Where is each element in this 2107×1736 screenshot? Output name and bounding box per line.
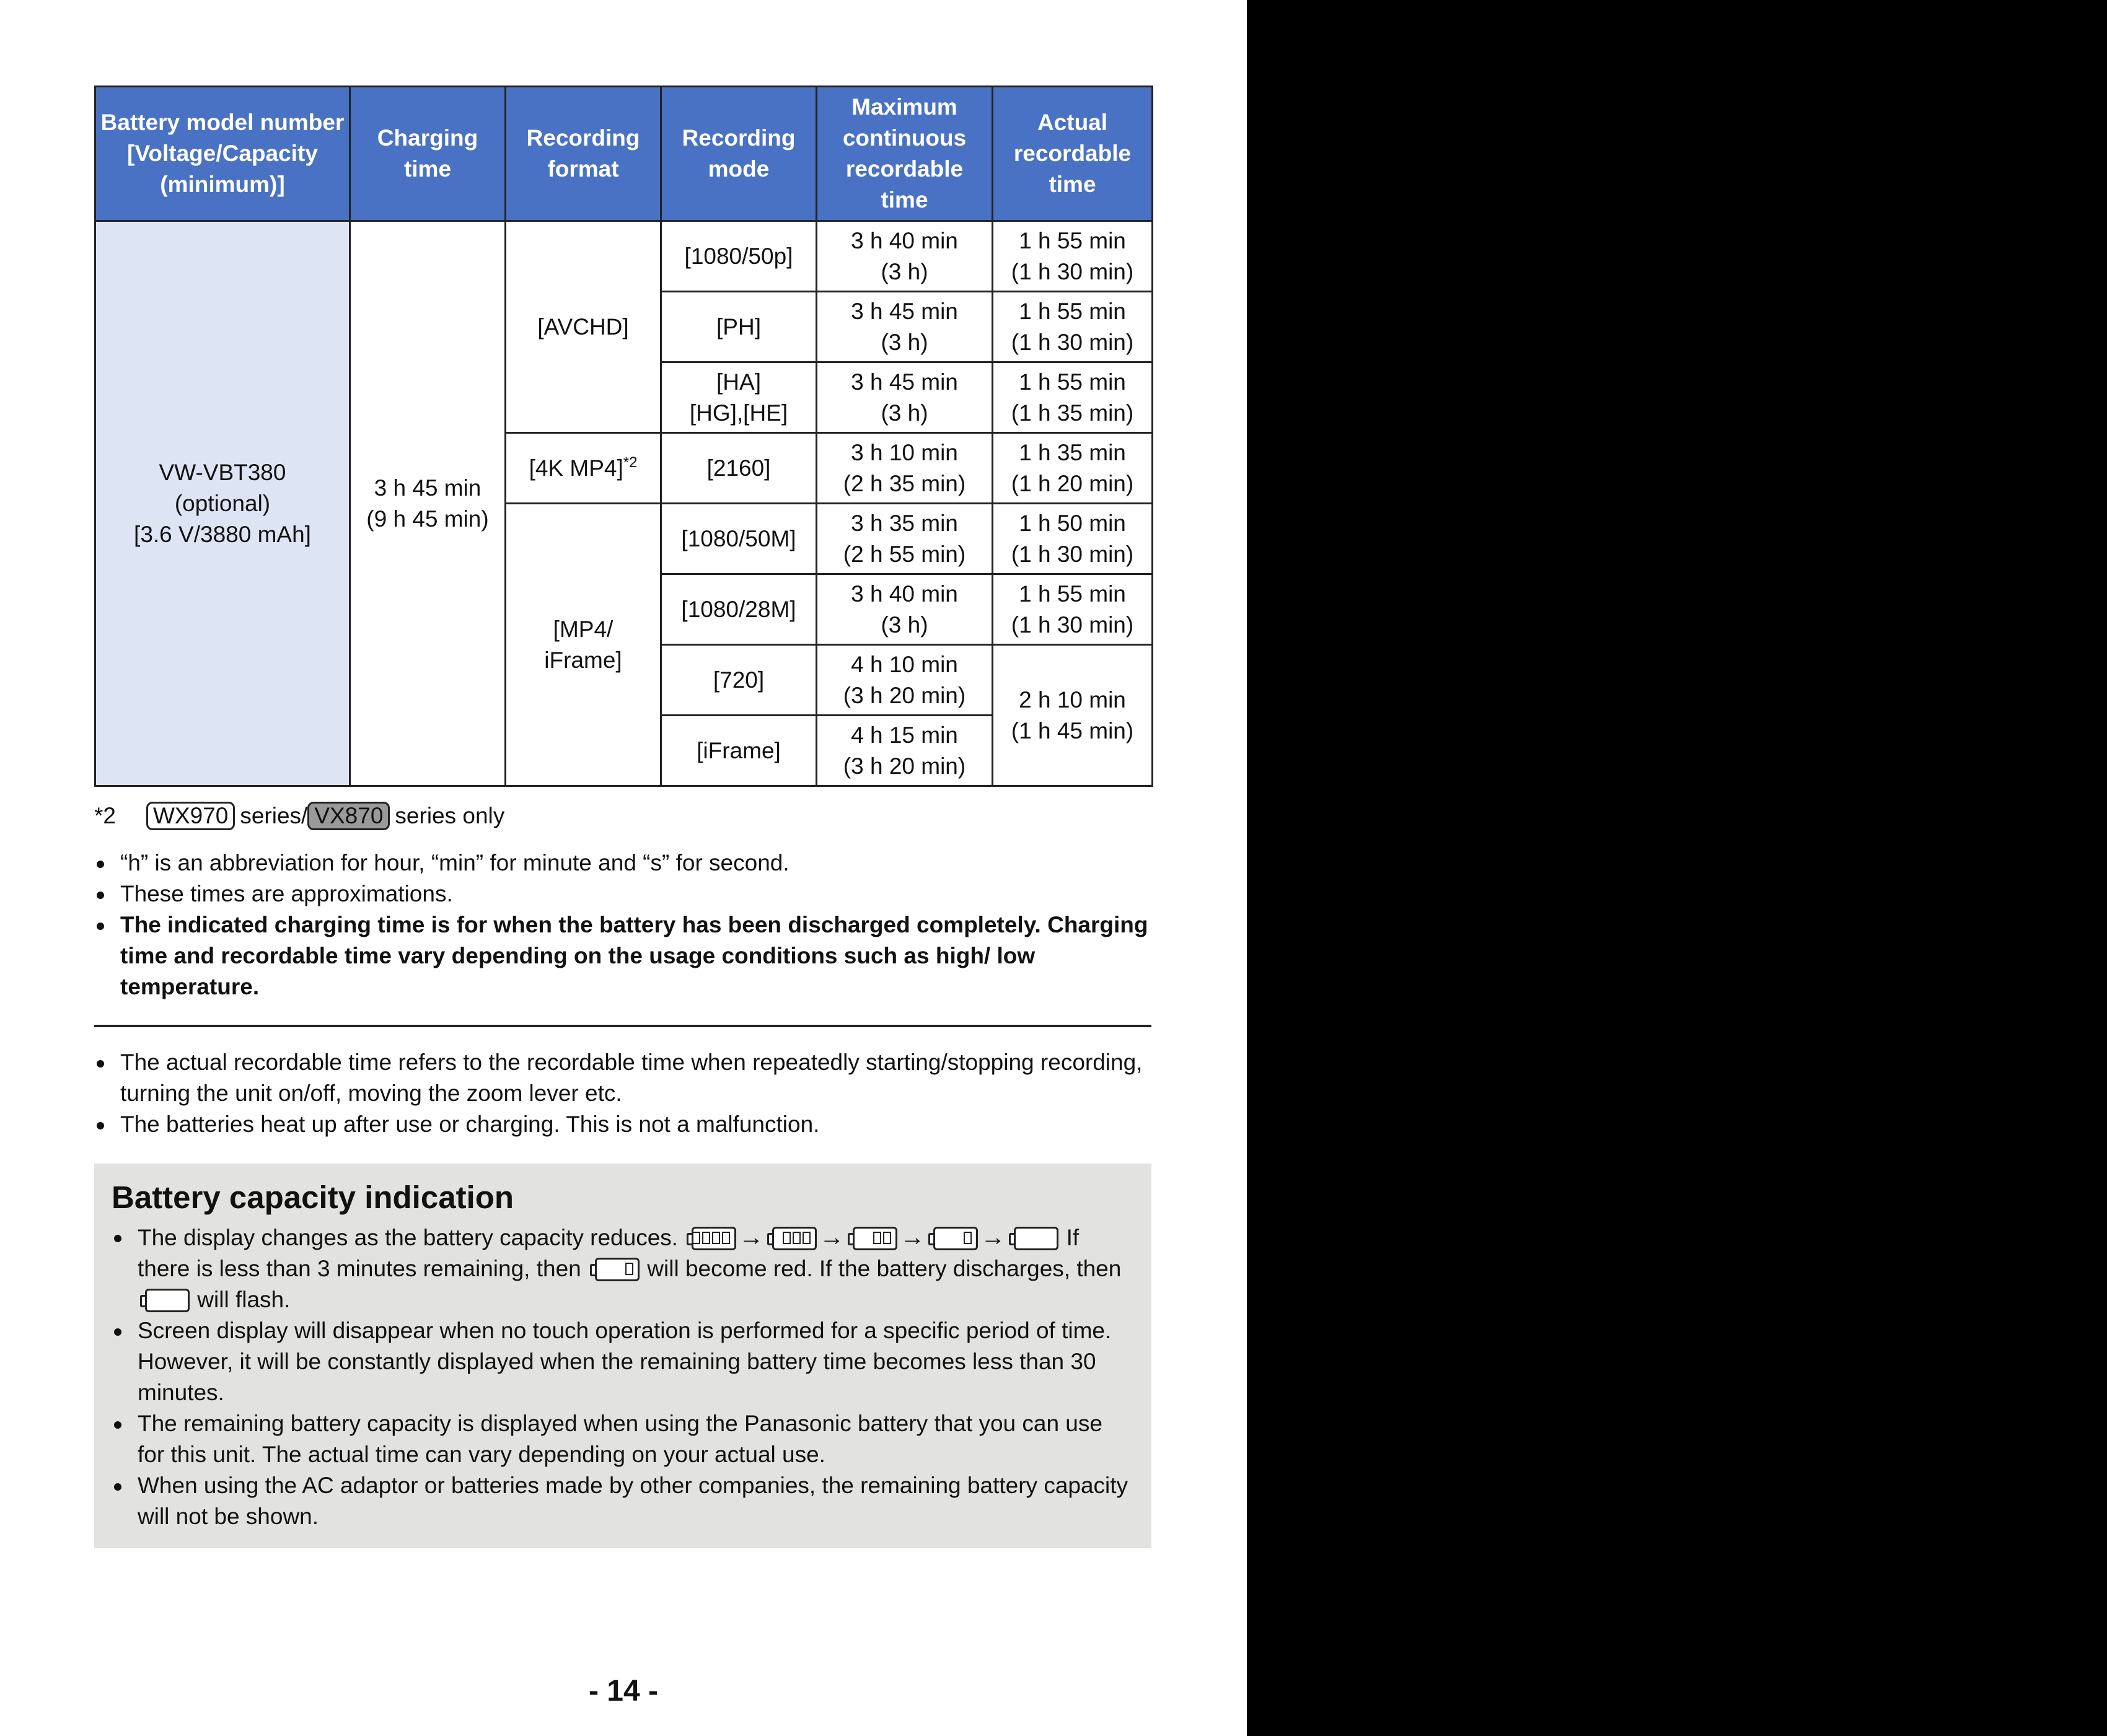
max-time-cell (817, 645, 993, 716)
battery-low-icon (928, 1227, 977, 1249)
table-header-row (95, 87, 1153, 221)
actual-time-cell (993, 504, 1153, 574)
battery-empty-icon (1009, 1227, 1057, 1249)
capacity-notes-list (112, 1222, 1135, 1532)
actual-time-cell (993, 362, 1153, 433)
bullet-icon (114, 1421, 121, 1429)
max-time-value: 3 h 45 min (851, 369, 958, 395)
arrow-right-icon: → (980, 1224, 1006, 1251)
max-time-cell (817, 504, 993, 574)
max-time-alt: (3 h) (881, 258, 928, 284)
bullet-icon (97, 923, 104, 930)
actual-time-value: 2 h 10 min (1019, 686, 1126, 712)
actual-time-cell (993, 574, 1153, 645)
arrow-right-icon: → (819, 1224, 845, 1251)
actual-time-alt: (1 h 30 min) (1011, 612, 1134, 638)
actual-time-cell (993, 221, 1153, 292)
arrow-right-icon: → (900, 1224, 925, 1251)
list-item (112, 1470, 1135, 1532)
header-recording-format: Recording format (506, 87, 661, 221)
model-tag-vx870: VX870 (307, 802, 390, 830)
bullet-icon (97, 1060, 104, 1067)
format-avchd-cell: [AVCHD] (506, 221, 661, 433)
manual-page (94, 85, 1151, 1548)
bullet-icon (114, 1235, 121, 1242)
mode-cell (661, 362, 817, 433)
list-item (94, 879, 1151, 910)
actual-time-value: 1 h 55 min (1019, 581, 1126, 607)
max-time-alt: (2 h 55 min) (843, 541, 966, 567)
footnote (94, 800, 1151, 831)
note-text: The batteries heat up after use or charging. This is not a malfunction. (120, 1111, 820, 1137)
battery-empty-icon (140, 1289, 188, 1311)
note-text: If there is less than 3 minutes remaining, then (138, 1225, 1080, 1281)
note-text-bold: The indicated charging time is for when the battery has been discharged completely. Charging time and recordable time vary depending on the usage conditions such as high/ low temperature. (120, 912, 1148, 999)
notes-list (94, 848, 1151, 1002)
battery-model-cell (95, 221, 350, 786)
battery-optional-label: (optional) (174, 490, 271, 516)
note-text: will flash. (197, 1287, 291, 1312)
bullet-icon (114, 1328, 121, 1336)
list-item (94, 1047, 1151, 1109)
max-time-cell (817, 221, 993, 292)
actual-time-value: 1 h 55 min (1019, 298, 1126, 324)
note-text: When using the AC adaptor or batteries made by other companies, the remaining battery capacity will not be shown. (138, 1473, 1128, 1529)
battery-half-icon (848, 1227, 896, 1249)
max-time-cell (817, 574, 993, 645)
mode-cell: [iFrame] (661, 716, 817, 786)
black-side-panel (1247, 0, 2107, 1736)
page-number: - 14 - (588, 1675, 659, 1708)
header-recording-mode: Recording mode (661, 87, 817, 221)
battery-three-quarter-icon (767, 1227, 816, 1249)
header-actual-recordable-time: Actual recordable time (993, 87, 1153, 221)
format-mp4-iframe-line1: [MP4/ (553, 616, 614, 642)
bullet-icon (114, 1483, 121, 1491)
actual-time-alt: (1 h 45 min) (1011, 717, 1134, 743)
charging-time-cell (350, 221, 506, 786)
mode-cell: [PH] (661, 292, 817, 362)
list-item (112, 1222, 1135, 1315)
model-tag-wx970: WX970 (146, 802, 235, 830)
charging-time-value: 3 h 45 min (374, 475, 482, 501)
list-item (94, 910, 1151, 1002)
max-time-value: 3 h 40 min (851, 581, 958, 607)
actual-time-alt: (1 h 35 min) (1011, 400, 1134, 426)
actual-time-value: 1 h 55 min (1019, 369, 1126, 395)
table-row (95, 221, 1153, 292)
actual-time-value: 1 h 55 min (1019, 227, 1126, 253)
footnote-series-only: series only (395, 803, 505, 828)
footnote-ref: *2 (623, 454, 638, 471)
max-time-cell (817, 292, 993, 362)
mode-cell: [2160] (661, 433, 817, 504)
note-text: The remaining battery capacity is displayed when using the Panasonic battery that you can use for this unit. The actual time can vary depending on your actual use. (138, 1411, 1102, 1467)
battery-low-icon (590, 1258, 638, 1280)
note-text: The display changes as the battery capacity reduces. (138, 1225, 679, 1250)
list-item (112, 1408, 1135, 1470)
footnote-series-sep: series/ (240, 803, 308, 828)
battery-capacity-box (94, 1164, 1151, 1548)
max-time-cell (817, 362, 993, 433)
mode-value-2: [HG],[HE] (689, 400, 788, 426)
max-time-alt: (3 h 20 min) (843, 682, 966, 708)
max-time-value: 3 h 40 min (851, 227, 958, 253)
mode-cell: [1080/50p] (661, 221, 817, 292)
note-text: “h” is an abbreviation for hour, “min” for minute and “s” for second. (120, 850, 790, 875)
header-battery-model: Battery model number [Voltage/Capacity (minimum)] (95, 87, 350, 221)
format-4k-mp4-label: [4K MP4] (529, 455, 623, 481)
bullet-icon (97, 892, 104, 899)
notes-list-2 (94, 1047, 1151, 1140)
actual-time-cell (993, 292, 1153, 362)
max-time-cell (817, 433, 993, 504)
bullet-icon (97, 861, 104, 868)
header-charging-time: Charging time (350, 87, 506, 221)
note-text: Screen display will disappear when no touch operation is performed for a specific period of time. However, it will be constantly displayed when the remaining battery time becomes less than 30 minutes. (138, 1318, 1112, 1405)
list-item (94, 848, 1151, 879)
note-text: will become red. If the battery discharges, then (647, 1256, 1122, 1281)
battery-spec-table (94, 85, 1153, 787)
footnote-mark: *2 (94, 803, 116, 828)
max-time-value: 3 h 45 min (851, 298, 958, 324)
mode-cell: [720] (661, 645, 817, 716)
actual-time-alt: (1 h 30 min) (1011, 541, 1134, 567)
max-time-alt: (3 h) (881, 612, 928, 638)
actual-time-cell (993, 433, 1153, 504)
max-time-value: 3 h 10 min (851, 439, 958, 465)
format-mp4-iframe-line2: iFrame] (544, 647, 622, 673)
max-time-value: 4 h 10 min (851, 651, 958, 677)
battery-capacity-title: Battery capacity indication (112, 1180, 514, 1215)
divider (94, 1025, 1151, 1027)
max-time-alt: (3 h) (881, 400, 928, 426)
mode-cell: [1080/50M] (661, 504, 817, 574)
max-time-value: 4 h 15 min (851, 722, 958, 748)
note-text: These times are approximations. (120, 881, 453, 906)
actual-time-alt: (1 h 30 min) (1011, 258, 1134, 284)
actual-time-value: 1 h 50 min (1019, 510, 1126, 536)
note-text: The actual recordable time refers to the recordable time when repeatedly starting/stopping recording, turning the unit on/off, moving the zoom lever etc. (120, 1050, 1143, 1106)
battery-voltage-capacity: [3.6 V/3880 mAh] (134, 521, 311, 547)
max-time-alt: (3 h) (881, 329, 928, 355)
format-4k-mp4-cell (506, 433, 661, 504)
max-time-value: 3 h 35 min (851, 510, 958, 536)
list-item (94, 1109, 1151, 1140)
actual-time-alt: (1 h 20 min) (1011, 470, 1134, 496)
charging-time-alt-value: (9 h 45 min) (366, 506, 489, 532)
mode-cell: [1080/28M] (661, 574, 817, 645)
format-mp4-iframe-cell (506, 504, 661, 786)
actual-time-alt: (1 h 30 min) (1011, 329, 1134, 355)
header-max-continuous-time: Maximum continuous recordable time (817, 87, 993, 221)
max-time-cell (817, 716, 993, 786)
max-time-alt: (3 h 20 min) (843, 753, 966, 779)
arrow-right-icon: → (739, 1224, 764, 1251)
battery-model-number: VW-VBT380 (159, 459, 286, 485)
battery-full-icon (687, 1227, 735, 1249)
list-item (112, 1315, 1135, 1408)
actual-time-cell (993, 645, 1153, 786)
max-time-alt: (2 h 35 min) (843, 470, 966, 496)
bullet-icon (97, 1122, 104, 1129)
actual-time-value: 1 h 35 min (1019, 439, 1126, 465)
mode-value: [HA] (716, 369, 761, 395)
